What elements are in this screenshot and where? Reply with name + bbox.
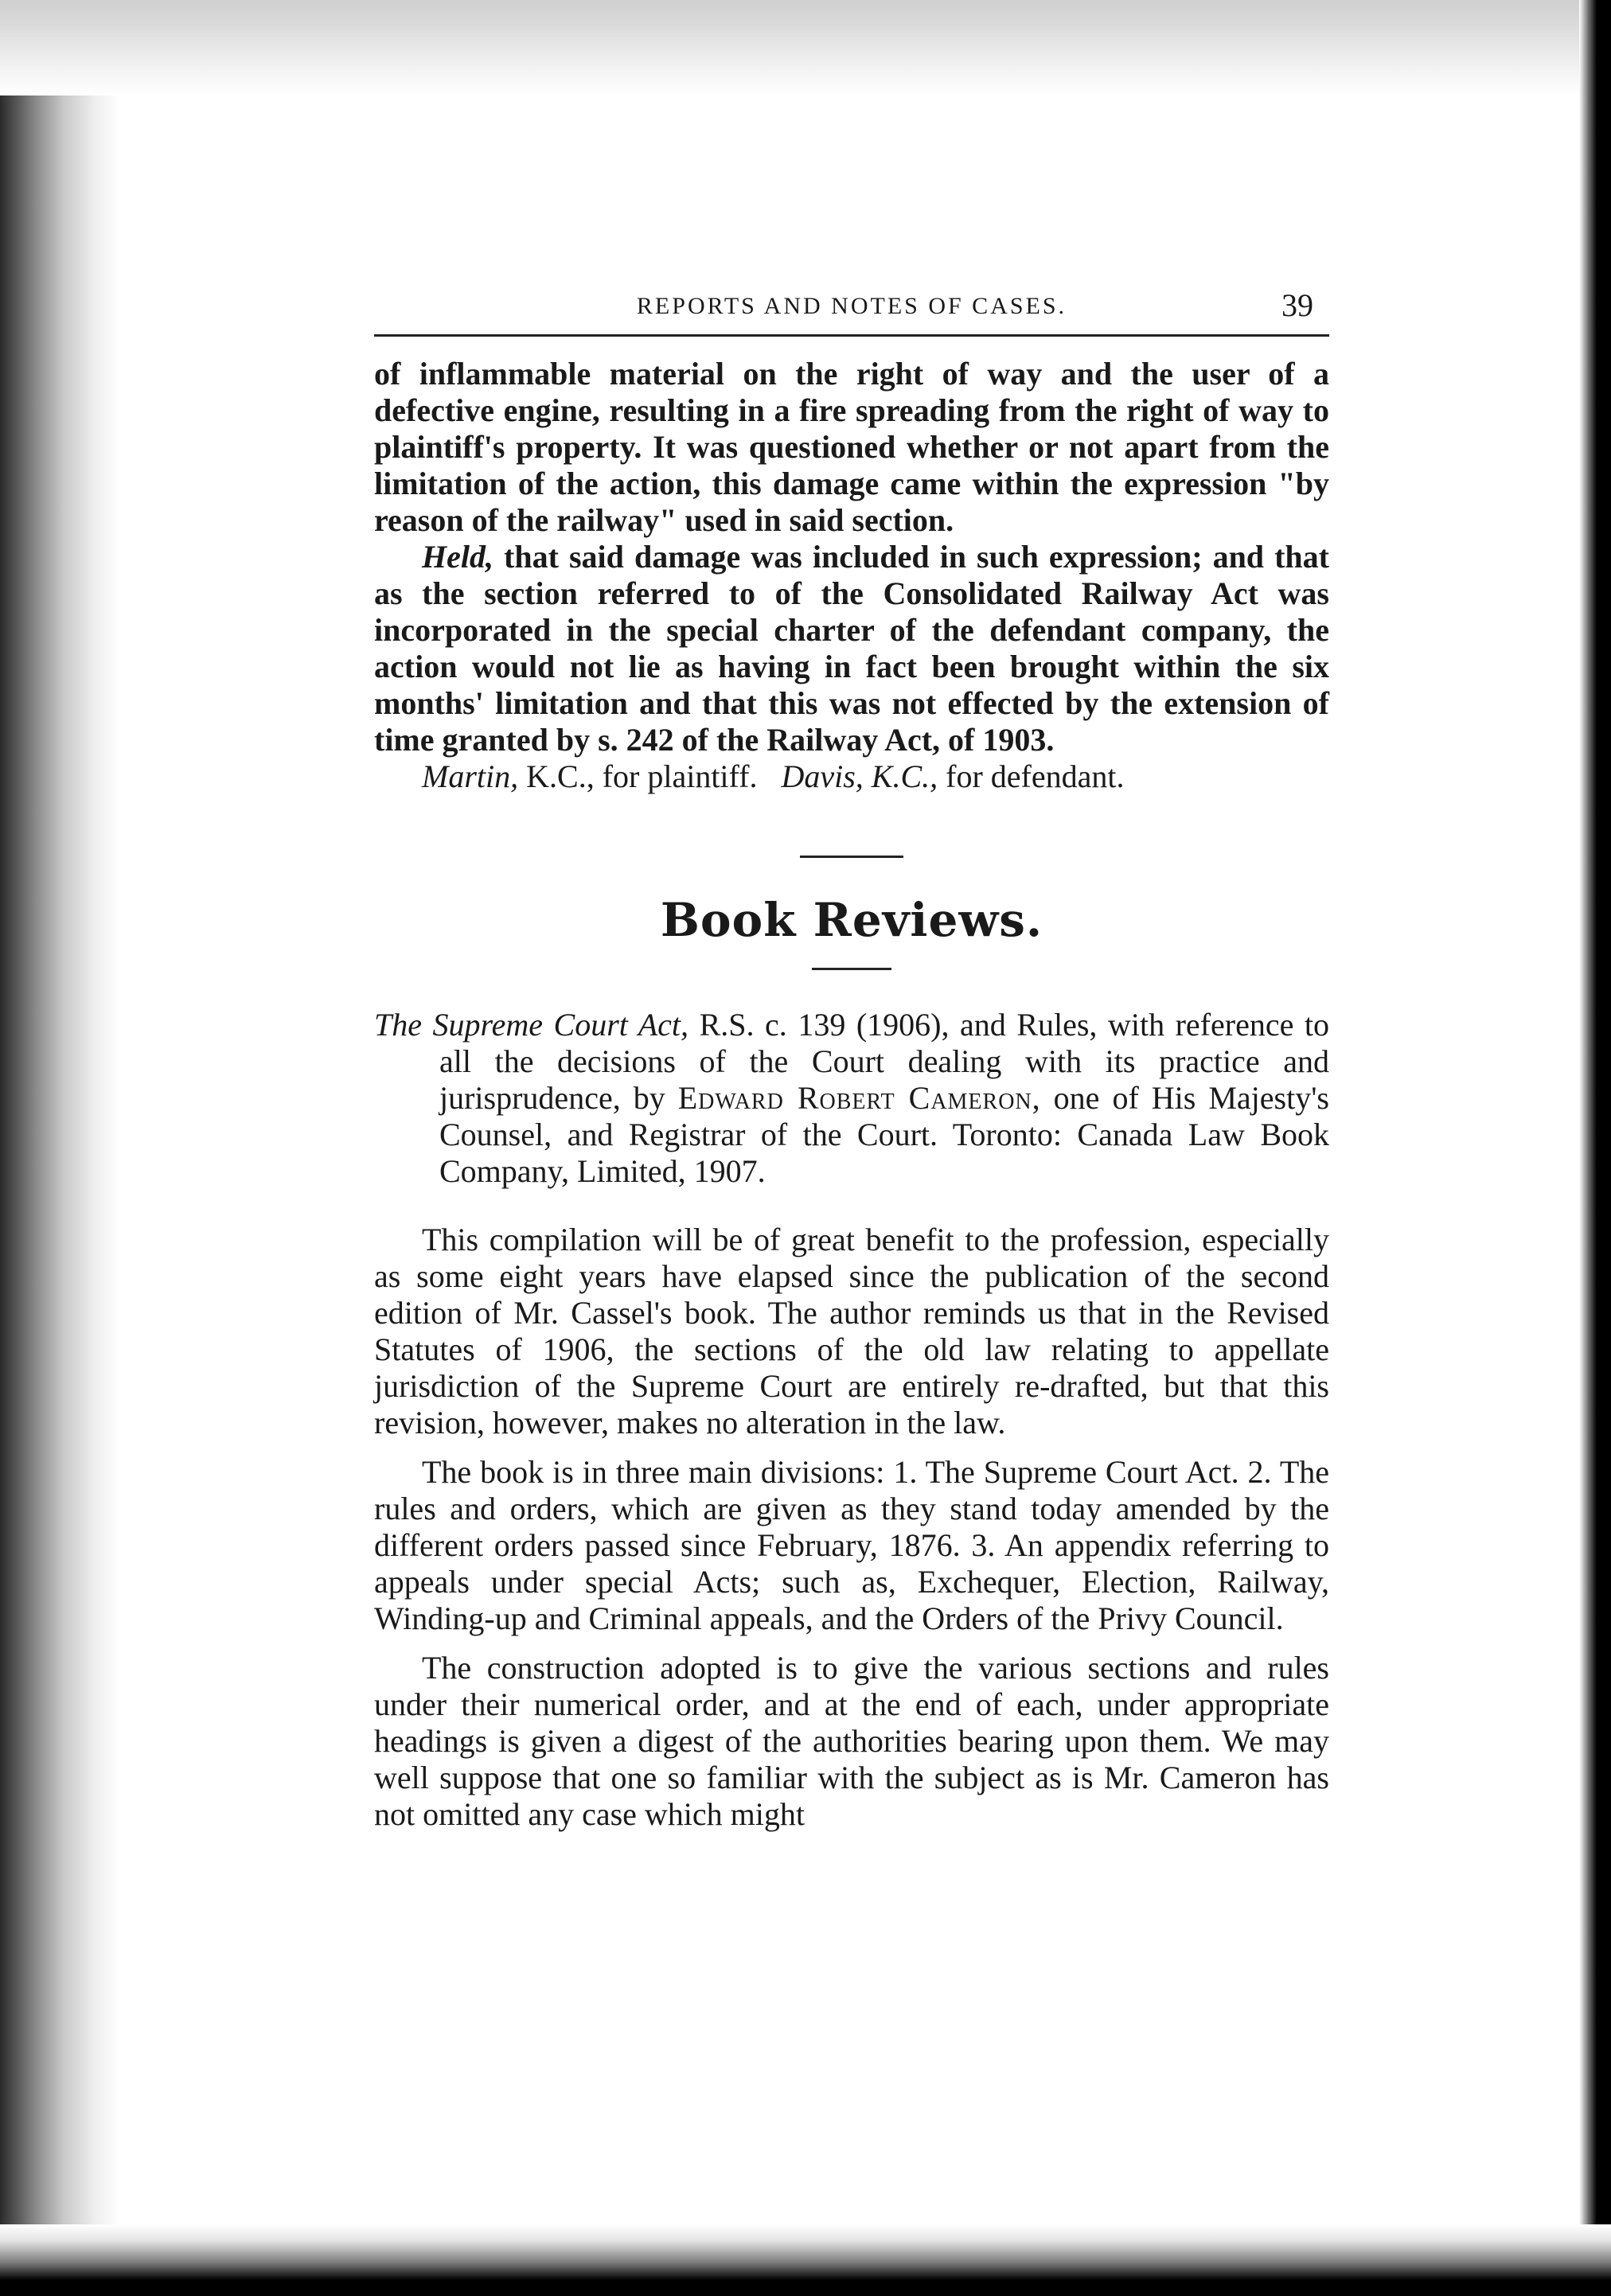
case-holding bbox=[374, 539, 1329, 758]
review-paragraph: This compilation will be of great benefit to the profession, especially as some eight years have elapsed since the publication of the second edition of Mr. Cassel's book. The author reminds us that in the Revised Statutes of 1906, the sections of the old law relating to appellate jurisdiction of the Supreme Court are entirely re-drafted, but that this revision, however, makes no alteration in the law. bbox=[374, 1222, 1329, 1440]
running-header bbox=[374, 287, 1329, 337]
defendant-counsel-name: Davis, K.C., bbox=[781, 758, 938, 794]
counsel-line bbox=[374, 758, 1329, 795]
held-text: that said damage was included in such expression; and that as the section referred to of the Consolidated Railway Act was incorporated in the special charter of the defendant company, the action would not lie as having in fact been brought within the six months' limitation and that this was not effected by the extension of time granted by s. 242 of the Railway Act, of 1903. bbox=[374, 539, 1329, 758]
case-paragraph: of inflammable material on the right of way and the user of a defective engine, resulting in a fire spreading from the right of way to plaintiff's property. It was questioned whether or not apart from the limitation of the action, this damage came within the expression "by reason of the railway" used in said section. bbox=[374, 356, 1329, 538]
running-title: REPORTS AND NOTES OF CASES. bbox=[636, 293, 1067, 319]
book-title: The Supreme Court Act, bbox=[374, 1007, 689, 1043]
scan-edge-right bbox=[1579, 0, 1611, 2296]
scan-edge-left bbox=[0, 0, 119, 2296]
review-body bbox=[374, 1222, 1329, 1833]
citation-text: R.S. c. 139 (1906), and Rules, with reference to all the decisions of the Court dealing with its practice and jurisprudence, by bbox=[439, 1007, 1329, 1116]
section-divider bbox=[800, 856, 903, 858]
review-paragraph: The construction adopted is to give the various sections and rules under their numerical order, and at the end of each, under appropriate headings is given a digest of the authorities bearing upon them. We may well suppose that one so familiar with the subject as is Mr. Cameron has not omitted any case which might bbox=[374, 1650, 1329, 1832]
plaintiff-counsel-text: K.C., for plaintiff. bbox=[518, 758, 758, 794]
author-name: Edward Robert Cameron, bbox=[677, 1080, 1041, 1116]
scan-edge-top bbox=[0, 0, 1611, 96]
book-page bbox=[374, 287, 1329, 1846]
defendant-counsel-text: for defendant. bbox=[938, 758, 1125, 794]
plaintiff-counsel-name: Martin, bbox=[422, 758, 519, 794]
publisher-text: one of His Majesty's Counsel, and Registrar of the Court. Toronto: Canada Law Book Company, Limited, 1907. bbox=[439, 1080, 1329, 1189]
page-number: 39 bbox=[1281, 287, 1313, 323]
held-label: Held, bbox=[422, 539, 493, 575]
heading-divider bbox=[812, 968, 891, 970]
review-paragraph: The book is in three main divisions: 1. The Supreme Court Act. 2. The rules and orders, which are given as they stand today amended by the different orders passed since February, 1876. 3. An appendix referring to appeals under special Acts; such as, Exchequer, Election, Railway, Winding-up and Criminal appeals, and the Orders of the Privy Council. bbox=[374, 1454, 1329, 1636]
section-heading: Book Reviews. bbox=[660, 893, 1043, 947]
scan-edge-bottom bbox=[0, 2224, 1611, 2296]
book-citation bbox=[374, 1007, 1329, 1190]
case-report bbox=[374, 356, 1329, 758]
